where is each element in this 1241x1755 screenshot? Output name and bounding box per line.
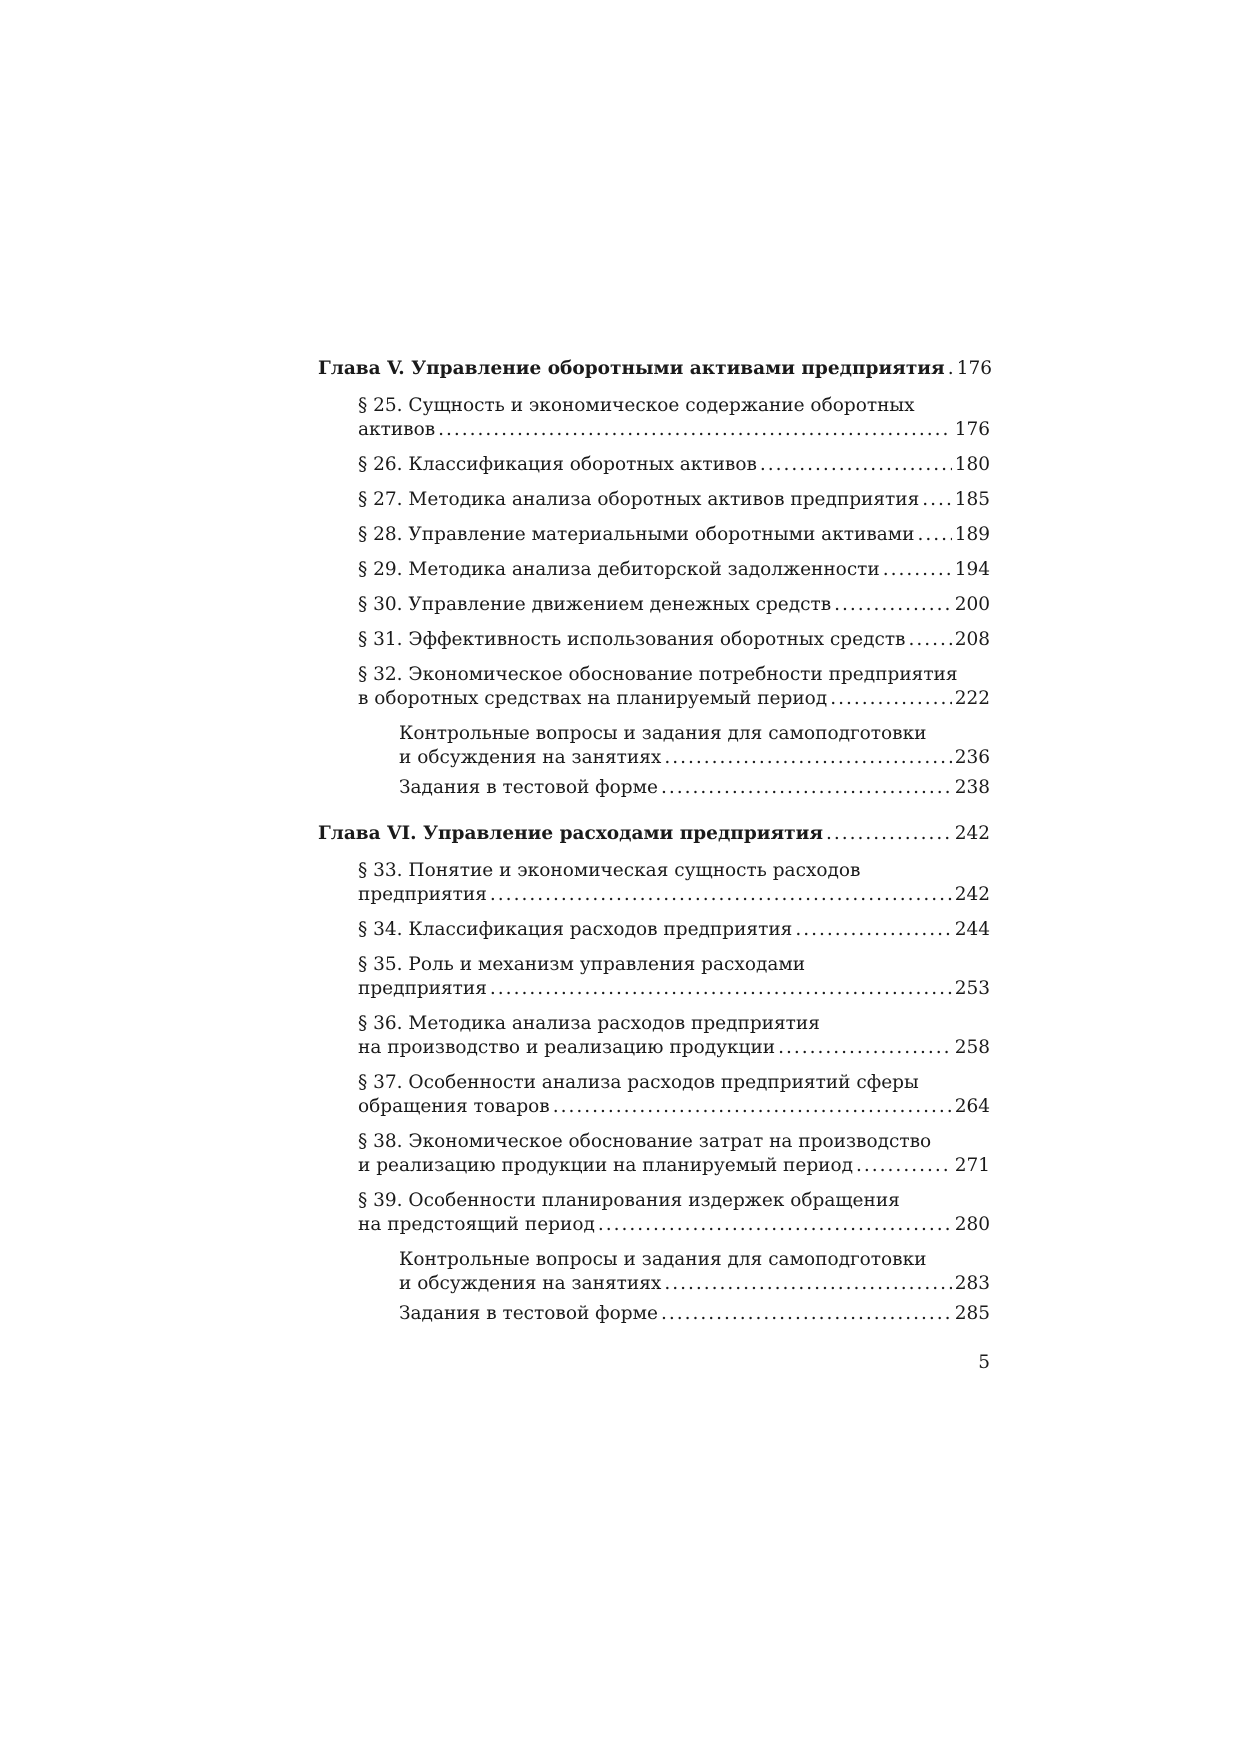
dot-leader	[948, 357, 954, 381]
toc-entry-title: и обсуждения на занятиях	[399, 1273, 662, 1294]
toc-entry-section[interactable]	[358, 918, 990, 942]
toc-page-number: 242	[954, 884, 990, 905]
toc-entry-section[interactable]	[358, 523, 990, 547]
table-of-contents	[318, 357, 990, 1348]
toc-entry-title: Контрольные вопросы и задания для самоподготовки	[399, 1249, 927, 1270]
dot-leader	[918, 523, 952, 547]
toc-page-number: 222	[954, 688, 990, 709]
dot-leader	[490, 883, 952, 907]
toc-entry-title: § 39. Особенности планирования издержек обращения	[358, 1190, 900, 1211]
toc-page-number: 176	[956, 358, 992, 379]
toc-entry-title: Задания в тестовой форме	[399, 777, 658, 798]
toc-entry-title: Контрольные вопросы и задания для самоподготовки	[399, 723, 927, 744]
toc-entry-title: предприятия	[358, 978, 487, 999]
dot-leader	[598, 1213, 952, 1237]
toc-entry-title: на производство и реализацию продукции	[358, 1037, 776, 1058]
toc-entry-section[interactable]	[358, 1130, 990, 1178]
toc-entry-section[interactable]	[358, 953, 990, 1001]
toc-entry-section[interactable]	[358, 394, 990, 442]
toc-entry-chapter[interactable]	[318, 822, 990, 846]
toc-entry-title: § 38. Экономическое обоснование затрат на производство	[358, 1131, 932, 1152]
toc-page-number: 185	[954, 489, 990, 510]
toc-page-number: 253	[954, 978, 990, 999]
toc-page-number: 285	[954, 1303, 990, 1324]
toc-entry-title: Глава VI. Управление расходами предприятия	[318, 823, 823, 844]
toc-entry-title: обращения товаров	[358, 1096, 550, 1117]
dot-leader	[490, 977, 952, 1001]
toc-entry-section[interactable]	[358, 1071, 990, 1119]
toc-entry-title: на предстоящий период	[358, 1214, 595, 1235]
dot-leader	[883, 558, 952, 582]
dot-leader	[856, 1154, 952, 1178]
toc-entry-task[interactable]	[399, 1248, 990, 1296]
toc-entry-title: § 25. Сущность и экономическое содержание оборотных	[358, 395, 915, 416]
toc-entry-section[interactable]	[358, 663, 990, 711]
toc-entry-section[interactable]	[358, 1189, 990, 1237]
toc-entry-title: § 31. Эффективность использования оборотных средств	[358, 629, 906, 650]
dot-leader	[826, 822, 952, 846]
toc-entry-title: § 35. Роль и механизм управления расходами	[358, 954, 806, 975]
toc-entry-task[interactable]	[399, 776, 990, 800]
dot-leader	[908, 628, 951, 652]
toc-entry-task[interactable]	[399, 1302, 990, 1326]
toc-entry-title: § 34. Классификация расходов предприятия	[358, 919, 793, 940]
toc-entry-section[interactable]	[358, 628, 990, 652]
toc-page-number: 271	[954, 1155, 990, 1176]
dot-leader	[664, 746, 951, 770]
toc-page-number: 200	[954, 594, 990, 615]
toc-entry-title: в оборотных средствах на планируемый период	[358, 688, 828, 709]
toc-entry-title: § 29. Методика анализа дебиторской задолженности	[358, 559, 880, 580]
dot-leader	[830, 687, 952, 711]
toc-page-number: 236	[954, 747, 990, 768]
toc-entry-task[interactable]	[399, 722, 990, 770]
toc-entry-section[interactable]	[358, 488, 990, 512]
dot-leader	[661, 1302, 952, 1326]
dot-leader	[553, 1095, 952, 1119]
toc-page-number: 283	[954, 1273, 990, 1294]
dot-leader	[795, 918, 951, 942]
toc-page-number: 242	[954, 823, 990, 844]
toc-page-number: 264	[954, 1096, 990, 1117]
dot-leader	[661, 776, 952, 800]
toc-page-number: 280	[954, 1214, 990, 1235]
toc-entry-section[interactable]	[358, 859, 990, 907]
toc-entry-title: § 27. Методика анализа оборотных активов предприятия	[358, 489, 920, 510]
toc-entry-title: и реализацию продукции на планируемый период	[358, 1155, 854, 1176]
toc-page-number: 238	[954, 777, 990, 798]
dot-leader	[664, 1272, 951, 1296]
dot-leader	[834, 593, 952, 617]
toc-page-number: 258	[954, 1037, 990, 1058]
toc-entry-title: и обсуждения на занятиях	[399, 747, 662, 768]
toc-page-number: 180	[954, 454, 990, 475]
dot-leader	[760, 453, 952, 477]
toc-entry-title: § 36. Методика анализа расходов предприятия	[358, 1013, 820, 1034]
toc-entry-chapter[interactable]	[318, 357, 990, 381]
toc-entry-title: § 37. Особенности анализа расходов предприятий сферы	[358, 1072, 919, 1093]
toc-entry-title: § 30. Управление движением денежных средств	[358, 594, 832, 615]
dot-leader	[438, 418, 952, 442]
page-number: 5	[978, 1352, 990, 1373]
toc-page-number: 244	[954, 919, 990, 940]
toc-entry-title: § 28. Управление материальными оборотными активами	[358, 524, 915, 545]
toc-page-number: 208	[954, 629, 990, 650]
toc-entry-title: Глава V. Управление оборотными активами предприятия	[318, 358, 945, 379]
dot-leader	[922, 488, 951, 512]
toc-entry-section[interactable]	[358, 453, 990, 477]
toc-entry-title: § 32. Экономическое обоснование потребности предприятия	[358, 664, 958, 685]
dot-leader	[778, 1036, 952, 1060]
toc-page-number: 189	[954, 524, 990, 545]
toc-page-number: 194	[954, 559, 990, 580]
toc-entry-title: активов	[358, 419, 436, 440]
toc-entry-title: § 33. Понятие и экономическая сущность расходов	[358, 860, 861, 881]
toc-entry-section[interactable]	[358, 558, 990, 582]
toc-page-number: 176	[954, 419, 990, 440]
toc-entry-title: предприятия	[358, 884, 487, 905]
toc-entry-title: Задания в тестовой форме	[399, 1303, 658, 1324]
toc-entry-section[interactable]	[358, 1012, 990, 1060]
toc-entry-title: § 26. Классификация оборотных активов	[358, 454, 757, 475]
toc-entry-section[interactable]	[358, 593, 990, 617]
